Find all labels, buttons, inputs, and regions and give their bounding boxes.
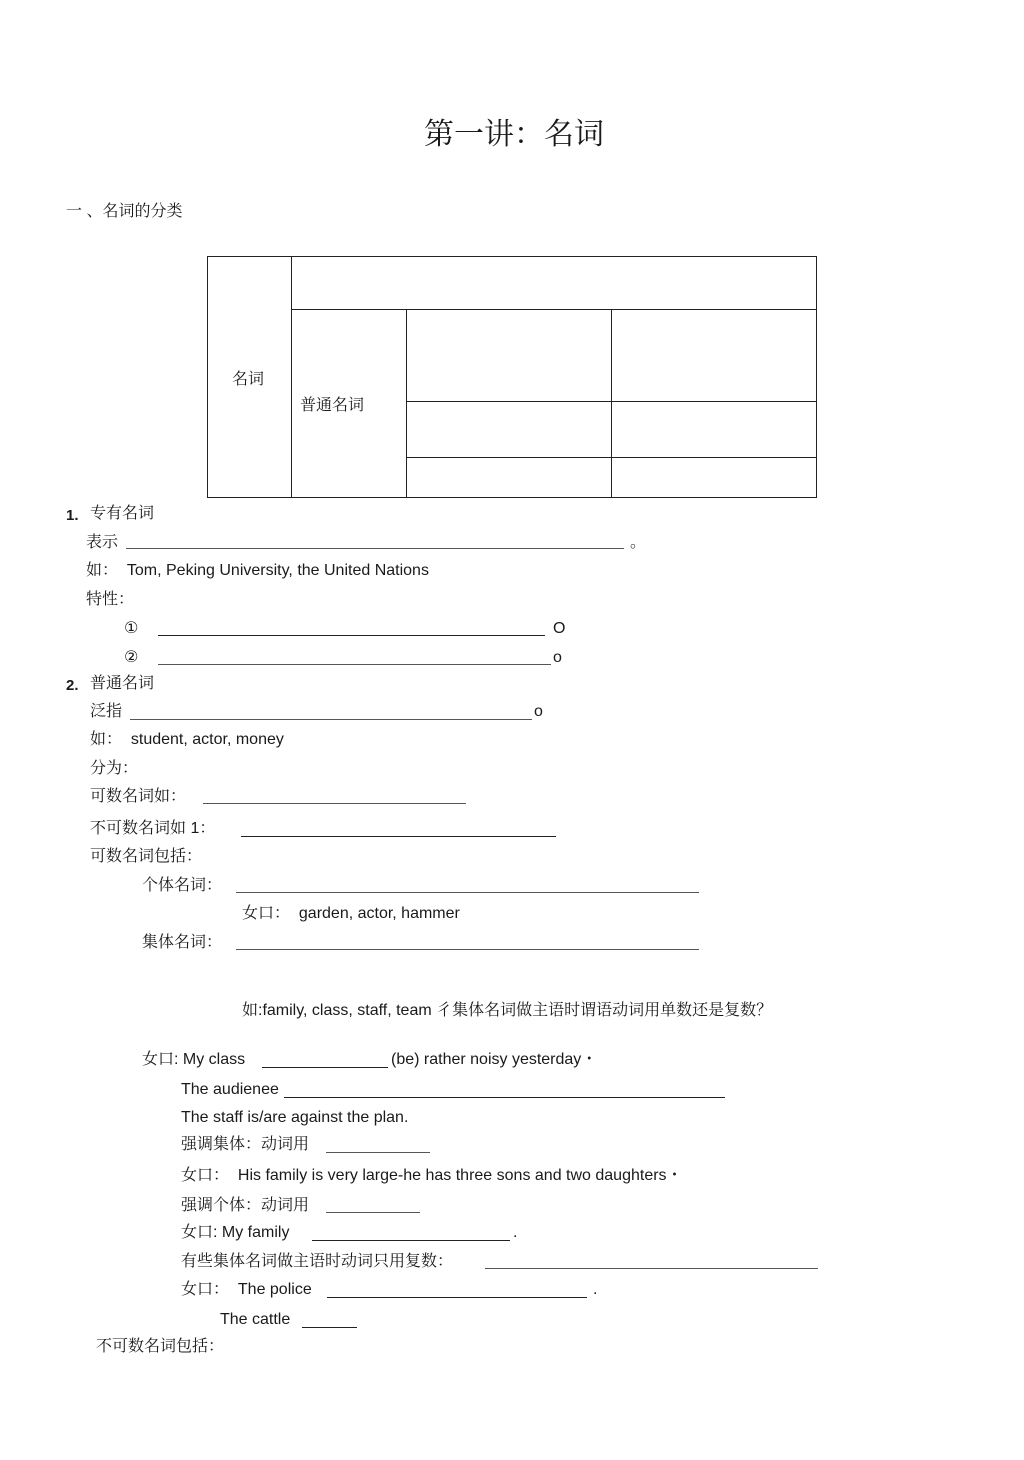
table-cell-blank xyxy=(612,310,817,402)
example-5-suffix: . xyxy=(513,1224,518,1241)
example-7-blank[interactable] xyxy=(302,1327,357,1328)
table-label-common-noun: 普通名词 xyxy=(300,397,365,414)
fanzhi-blank[interactable] xyxy=(130,719,532,720)
table-label-noun: 名词 xyxy=(232,370,265,388)
biaoshi-blank[interactable] xyxy=(126,548,624,549)
classification-table xyxy=(207,256,817,498)
example-1-suffix: (be) rather noisy yesterday・ xyxy=(391,1051,598,1068)
biaoshi-label: 表示 xyxy=(86,534,119,551)
collective-noun-blank[interactable] xyxy=(236,949,699,950)
common-noun-example: 如： student, actor, money xyxy=(90,731,284,748)
countable-blank[interactable] xyxy=(203,803,466,804)
countable-label: 可数名词如： xyxy=(90,788,187,805)
emphasis-group-blank[interactable] xyxy=(326,1152,430,1153)
plural-only-blank[interactable] xyxy=(485,1268,818,1269)
table-cell-noun xyxy=(208,257,292,498)
feature-2-blank[interactable] xyxy=(158,664,551,665)
example-5-blank[interactable] xyxy=(312,1240,510,1241)
feature-1-end: O xyxy=(553,620,566,637)
fanzhi-end: o xyxy=(534,703,543,720)
section-heading: 一 、名词的分类 xyxy=(66,203,183,220)
example-1-blank[interactable] xyxy=(262,1067,388,1068)
table-cell-blank xyxy=(612,458,817,498)
section-2-number: 2. xyxy=(66,677,79,694)
example-3-text: The staff is/are against the plan. xyxy=(181,1109,409,1126)
collective-noun-label: 集体名词： xyxy=(142,934,223,951)
emphasis-group-label: 强调集体：动词用 xyxy=(181,1136,310,1153)
countable-includes-label: 可数名词包括： xyxy=(90,848,203,865)
individual-noun-label: 个体名词： xyxy=(142,877,223,894)
example-6-prefix: 女口： The police xyxy=(181,1281,312,1298)
feature-1-blank[interactable] xyxy=(158,635,545,636)
collective-noun-example: 如:family, class, staff, team 彳集体名词做主语时谓语动词用单数还是复数？ xyxy=(242,1002,773,1019)
table-cell-blank xyxy=(612,402,817,458)
example-4-text: 女口： His family is very large-he has three sons and two daughters・ xyxy=(181,1167,683,1184)
table-cell-blank xyxy=(407,458,612,498)
feature-2-end: o xyxy=(553,649,562,666)
section-2-heading: 普通名词 xyxy=(90,675,155,692)
fanzhi-label: 泛指 xyxy=(90,703,123,720)
example-1-prefix: 女口: My class xyxy=(142,1051,246,1068)
divided-label: 分为： xyxy=(90,760,139,777)
biaoshi-end: 。 xyxy=(630,534,647,551)
example-6-blank[interactable] xyxy=(327,1297,587,1298)
proper-noun-example: 如： Tom, Peking University, the United Nations xyxy=(86,562,429,579)
uncountable-includes-label: 不可数名词包括： xyxy=(96,1338,225,1355)
table-cell-common-noun xyxy=(292,310,407,498)
emphasis-individual-label: 强调个体：动词用 xyxy=(181,1197,310,1214)
example-2-blank[interactable] xyxy=(284,1097,725,1098)
individual-noun-blank[interactable] xyxy=(236,892,699,893)
feature-1-mark: ① xyxy=(124,620,139,637)
uncountable-blank[interactable] xyxy=(241,836,556,837)
plural-only-label: 有些集体名词做主语时动词只用复数： xyxy=(181,1253,454,1270)
feature-2-mark: ② xyxy=(124,649,139,666)
table-cell-proper-noun-blank xyxy=(292,257,817,310)
example-6-suffix: . xyxy=(593,1281,598,1298)
example-7-text: The cattle xyxy=(220,1311,291,1328)
emphasis-individual-blank[interactable] xyxy=(326,1212,420,1213)
table-cell-blank xyxy=(407,402,612,458)
section-1-heading: 专有名词 xyxy=(90,505,155,522)
individual-noun-example: 女口： garden, actor, hammer xyxy=(242,905,460,922)
example-5-prefix: 女口: My family xyxy=(181,1224,290,1241)
features-label: 特性： xyxy=(86,591,135,608)
uncountable-label: 不可数名词如 1： xyxy=(90,820,216,837)
section-1-number: 1. xyxy=(66,507,79,524)
table-cell-blank xyxy=(407,310,612,402)
page-title: 第一讲：名词 xyxy=(424,117,604,152)
example-2-text: The audienee xyxy=(181,1081,279,1098)
